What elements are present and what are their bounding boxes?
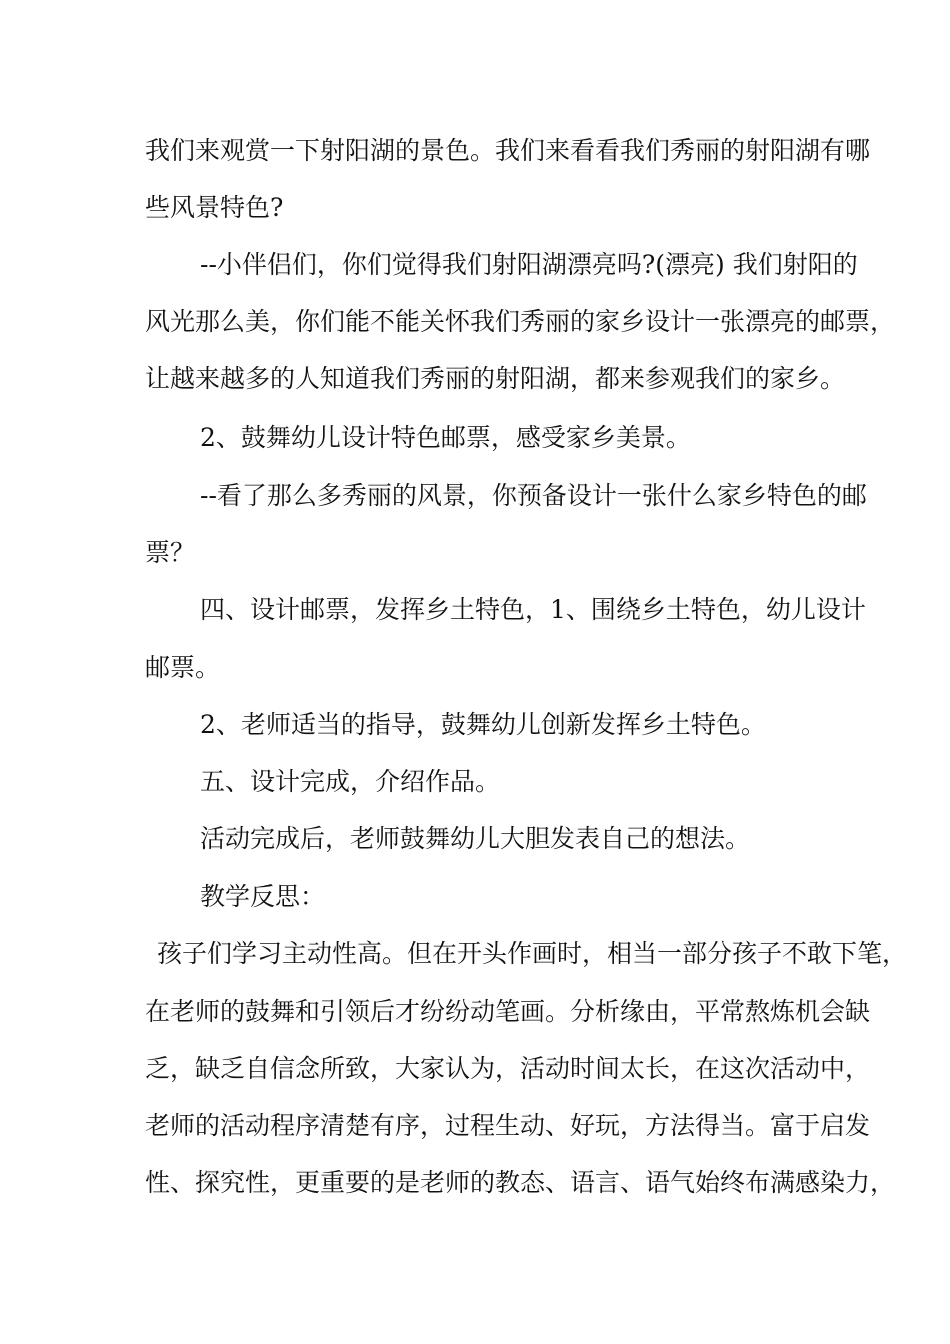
text-line: 2、鼓舞幼儿设计特色邮票，感受家乡美景。 [200,423,691,452]
text-line: 邮票。 [145,653,221,682]
text-line: 让越来越多的人知道我们秀丽的射阳湖，都来参观我们的家乡。 [145,364,846,393]
text-line: 乏，缺乏自信念所致，大家认为，活动时间太长，在这次活动中， [145,1054,871,1083]
text-line: 教学反思： [200,882,326,911]
text-line: 在老师的鼓舞和引领后才纷纷动笔画。分析缘由，平常熬炼机会缺 [145,997,871,1026]
text-line: 我们来观赏一下射阳湖的景色。我们来看看我们秀丽的射阳湖有哪 [145,136,871,165]
text-line: 票？ [145,538,196,567]
text-line: 些风景特色? [145,193,284,222]
text-line: 2、老师适当的指导，鼓舞幼儿创新发挥乡土特色。 [200,710,766,739]
text-line: 五、设计完成，介绍作品。 [200,767,501,796]
text-line: 孩子们学习主动性高。但在开头作画时，相当一部分孩子不敢下笔， [157,939,908,968]
text-line: 老师的活动程序清楚有序，过程生动、好玩，方法得当。富于启发 [145,1111,871,1140]
text-line: 性、探究性，更重要的是老师的教态、语言、语气始终布满感染力， [145,1168,896,1197]
text-line: 活动完成后，老师鼓舞幼儿大胆发表自己的想法。 [200,824,751,853]
text-line: --小伴侣们，你们觉得我们射阳湖漂亮吗?(漂亮) 我们射阳的 [200,250,858,279]
text-line: --看了那么多秀丽的风景，你预备设计一张什么家乡特色的邮 [200,481,867,510]
text-line: 风光那么美，你们能不能关怀我们秀丽的家乡设计一张漂亮的邮票， [145,307,896,336]
text-line: 四、设计邮票，发挥乡土特色，1、围绕乡土特色，幼儿设计 [200,595,866,624]
